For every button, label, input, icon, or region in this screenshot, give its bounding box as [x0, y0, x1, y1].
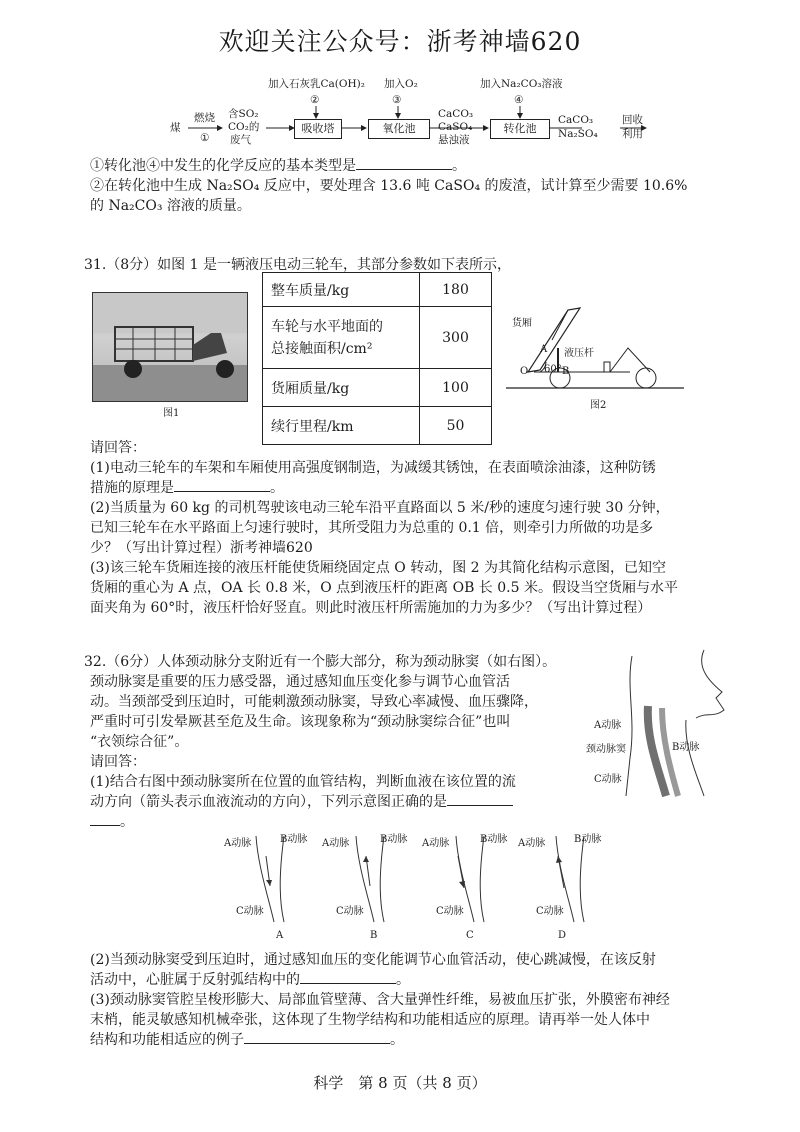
option-d-label-a: A动脉 [518, 838, 546, 849]
tricycle-photo [92, 292, 248, 402]
flow-mix-1: CaCO₃ [438, 108, 474, 120]
option-a[interactable] [218, 826, 318, 946]
option-d[interactable] [518, 826, 618, 946]
q32-p1-line-3: 。 [90, 812, 134, 832]
flow-mix-2: CaSO₄ [438, 121, 473, 133]
q31-p1-line-1: (1)电动三轮车的车架和车厢使用高强度钢制造，为减缓其锈蚀，在表面喷涂油漆，这种防锈 [90, 460, 656, 476]
q31-p3-line-2: 货厢的重心为 A 点，OA 长 0.8 米，O 点到液压杆的距离 OB 长 0.5 米。假设当空货厢与水平 [90, 580, 678, 596]
option-a-label-c: C动脉 [236, 906, 264, 917]
option-d-letter: D [558, 930, 567, 941]
q32-p1-line-1: (1)结合右图中颈动脉窦所在位置的血管结构，判断血液在该位置的流 [90, 774, 516, 790]
q32-line-2: 颈动脉窦是重要的压力感受器，通过感知血压变化参与调节心血管活 [90, 674, 510, 690]
option-b-label-c: C动脉 [336, 906, 364, 917]
table-row [263, 407, 492, 445]
flow-coal: 煤 [170, 122, 181, 134]
q31-p2-line-1: (2)当质量为 60 kg 的司机驾驶该电动三轮车沿平直路面以 5 米/秒的速度匀速行驶 30 分钟， [90, 500, 670, 516]
flow-step4: ④ [514, 94, 524, 106]
option-c-label-a: A动脉 [422, 838, 450, 849]
artery-options [218, 826, 618, 946]
q32-line-5: “衣领综合征”。 [90, 734, 189, 750]
flow-recycle-2: 利用 [622, 128, 643, 140]
q31-p3-line-3: 面夹角为 60°时，液压杆恰好竖直。则此时液压杆所需施加的力为多少？（写出计算过程） [90, 600, 652, 616]
param-label: 整车质量/kg [263, 273, 420, 307]
param-value: 50 [420, 407, 492, 445]
option-c-label-b: B动脉 [480, 834, 508, 845]
q30-line-2: ②在转化池中生成 Na₂SO₄ 反应中，要处理含 13.6 吨 CaSO₄ 的废渣，试计算至少需要 10.6% [90, 178, 688, 194]
fig2-cargo-label: 货厢 [512, 318, 532, 329]
oxidizer-box: 氧化池 [368, 119, 430, 139]
option-a-letter: A [276, 930, 284, 941]
q32-line-4: 严重时可引发晕厥甚至危及生命。该现象称为“颈动脉窦综合征”也叫 [90, 714, 511, 730]
flow-recycle-1: 回收 [622, 114, 643, 126]
param-label: 货厢质量/kg [263, 369, 420, 407]
flow-product-2: Na₂SO₄ [558, 128, 598, 140]
param-value: 100 [420, 369, 492, 407]
q32-p3-line-1: (3)颈动脉窦管腔呈梭形膨大、局部血管壁薄、含大量弹性纤维，易被血压扩张，外膜密布神经 [90, 992, 670, 1008]
table-row [263, 369, 492, 407]
tricycle-illustration [93, 293, 248, 402]
param-label: 续行里程/km [263, 407, 420, 445]
q30-answer-blank[interactable] [356, 156, 452, 170]
neck-label-b: B动脉 [672, 742, 700, 753]
neck-label-sinus: 颈动脉窦 [586, 744, 626, 755]
option-c[interactable] [418, 826, 518, 946]
table-row [263, 273, 492, 307]
fig2-caption: 图2 [590, 400, 607, 411]
q31-answer-blank[interactable] [174, 478, 270, 492]
fig2-point-o: O [520, 366, 529, 377]
q32-p1-line-2: 动方向（箭头表示血液流动的方向），下列示意图正确的是 [90, 792, 513, 812]
flow-gas-3: 废气 [230, 134, 251, 146]
q32-p2-answer-blank[interactable] [300, 970, 396, 984]
q32-p1-answer-blank-cont[interactable] [90, 812, 120, 826]
q32-p1-answer-blank[interactable] [447, 792, 513, 806]
flow-step3: ③ [392, 94, 402, 106]
param-label: 车轮与水平地面的 总接触面积/cm² [263, 307, 420, 369]
flow-burn: 燃烧 [194, 112, 215, 124]
option-b-label-b: B动脉 [380, 834, 408, 845]
q32-prompt: 请回答： [90, 754, 146, 770]
process-flow-diagram [170, 76, 650, 146]
option-c-label-c: C动脉 [436, 906, 464, 917]
q32-line-3: 动。当颈部受到压迫时，可能刺激颈动脉窦，导致心率减慢、血压骤降， [90, 694, 538, 710]
flow-step1: ① [200, 132, 210, 144]
tricycle-params-table [262, 272, 492, 445]
q32-p2-line-1: (2)当颈动脉窦受到压迫时，通过感知血压的变化能调节心血管活动，使心跳减慢，在该反射 [90, 952, 656, 968]
q31-p1-line-2: 措施的原理是 。 [90, 480, 284, 496]
absorber-box: 吸收塔 [294, 119, 342, 139]
q31-p3-line-1: (3)该三轮车货厢连接的液压杆能使货厢绕固定点 O 转动，图 2 为其简化结构示意图，已知空 [90, 560, 667, 576]
q31-intro: 31.（8分）如图 1 是一辆液压电动三轮车，其部分参数如下表所示， [84, 257, 511, 273]
page-header: 欢迎关注公众号：浙考神墙620 [218, 27, 582, 56]
option-d-label-b: B动脉 [574, 834, 602, 845]
q32-line-1: 32.（6分）人体颈动脉分支附近有一个膨大部分，称为颈动脉窦（如右图）。 [84, 654, 557, 670]
flow-gas-1: 含SO₂ [228, 108, 259, 120]
q32-p3-line-3: 结构和功能相适应的例子 。 [90, 1032, 404, 1048]
option-b-letter: B [370, 930, 378, 941]
fig2-point-a: A [540, 344, 548, 355]
flow-step2: ② [310, 94, 320, 106]
fig1-caption: 图1 [163, 408, 180, 419]
fig2-angle: 60° [544, 364, 562, 375]
q31-p2-line-3: 少？（写出计算过程）浙考神墙620 [90, 540, 313, 556]
option-b-label-a: A动脉 [322, 838, 350, 849]
q30-line-1: ①转化池④中发生的化学反应的基本类型是 。 [90, 158, 466, 174]
flow-product-1: CaCO₃ [558, 114, 594, 126]
neck-illustration [586, 648, 736, 798]
page-footer: 科学 第 8 页（共 8 页） [313, 1074, 487, 1092]
option-b[interactable] [318, 826, 418, 946]
fig2-rod-label: 液压杆 [564, 348, 594, 359]
converter-box: 转化池 [490, 119, 550, 139]
flow-gas-2: CO₂的 [228, 121, 260, 133]
flow-add-na2co3: 加入Na₂CO₃溶液 [480, 78, 563, 90]
neck-label-c: C动脉 [594, 774, 622, 785]
param-value: 300 [420, 307, 492, 369]
option-a-label-a: A动脉 [224, 838, 252, 849]
flow-add-lime: 加入石灰乳Ca(OH)₂ [268, 78, 365, 90]
q30-line-3: 的 Na₂CO₃ 溶液的质量。 [90, 198, 251, 214]
option-c-letter: C [466, 930, 474, 941]
table-row [263, 307, 492, 369]
q31-p2-line-2: 已知三轮车在水平路面上匀速行驶时，其所受阻力为总重的 0.1 倍，则牵引力所做的功是多 [90, 520, 654, 536]
flow-add-o2: 加入O₂ [384, 78, 418, 90]
neck-label-a: A动脉 [594, 720, 622, 731]
q32-p3-answer-blank[interactable] [244, 1030, 390, 1044]
flow-mix-3: 悬浊液 [438, 134, 470, 146]
lever-diagram [500, 300, 690, 410]
fig2-point-b: B [562, 366, 570, 377]
option-a-label-b: B动脉 [280, 834, 308, 845]
param-value: 180 [420, 273, 492, 307]
q32-p3-line-2: 末梢，能灵敏感知机械牵张，这体现了生物学结构和功能相适应的原理。请再举一处人体中 [90, 1012, 650, 1028]
q32-p2-line-2: 活动中，心脏属于反射弧结构中的 。 [90, 972, 410, 988]
option-d-label-c: C动脉 [536, 906, 564, 917]
q31-prompt: 请回答： [90, 440, 146, 456]
